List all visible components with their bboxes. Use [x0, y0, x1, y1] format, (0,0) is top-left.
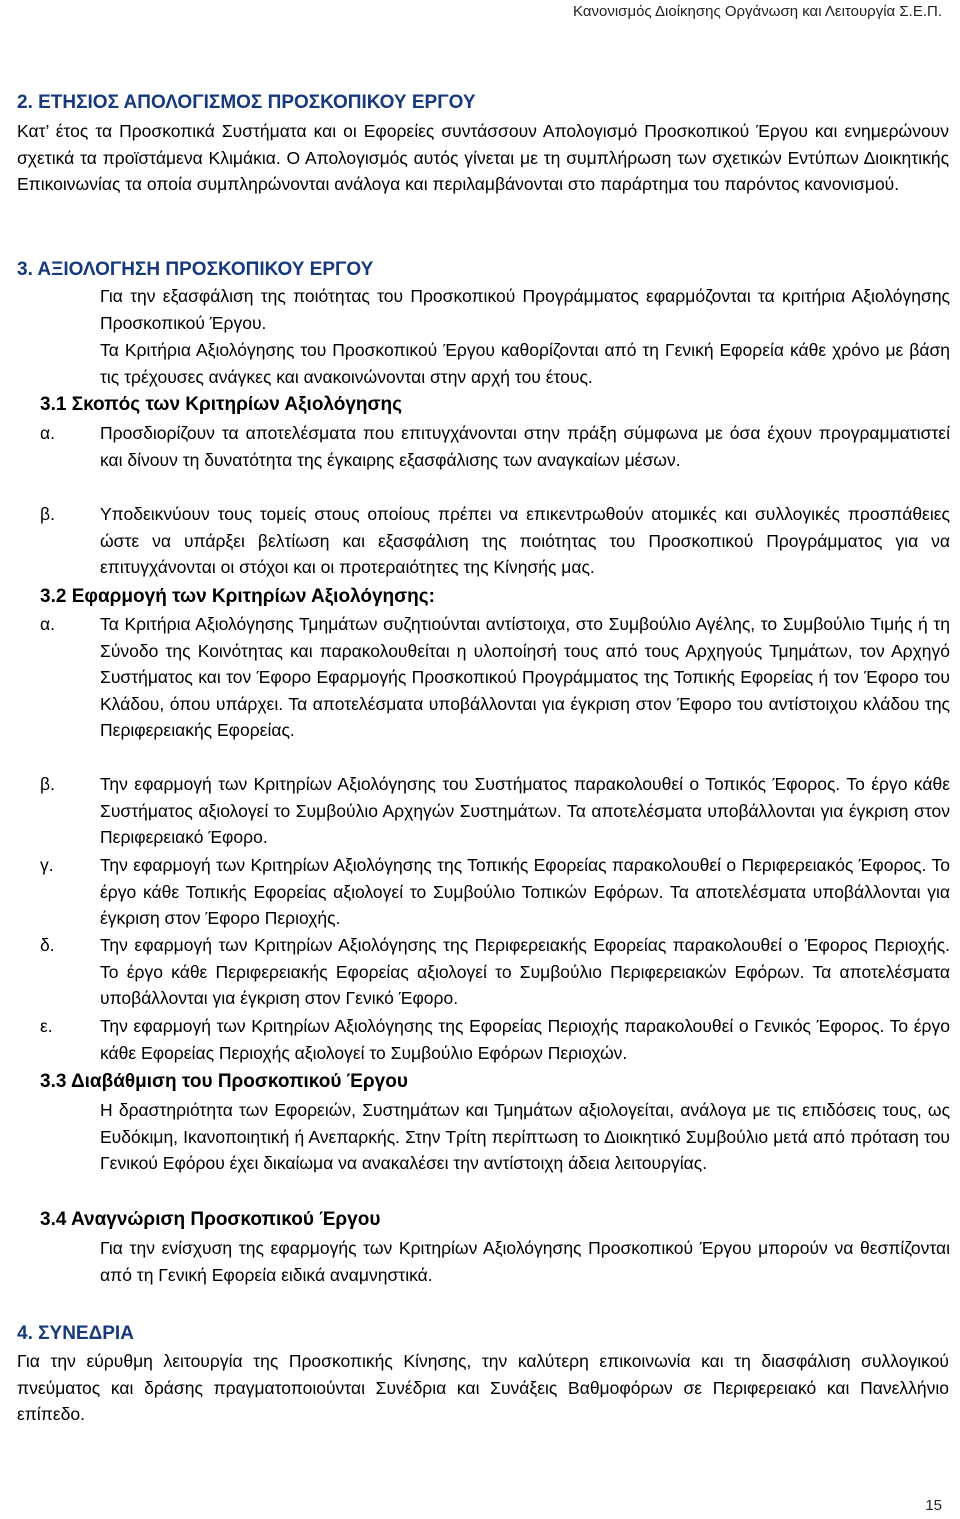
list-marker: δ. — [40, 935, 55, 955]
list-item-text: Την εφαρμογή των Κριτηρίων Αξιολόγησης του Συστήματος παρακολουθεί ο Τοπικός Έφορος. Το έργο κάθε Συστήματος αξιολογεί το Συμβούλιο Αρχηγών Συστημάτων. Τα αποτελέσματα υποβάλλονται για έγκριση στον Περιφερειακό Έφορο. — [100, 774, 950, 848]
list-item-text: Υποδεικνύουν τους τομείς στους οποίους πρέπει να επικεντρωθούν ατομικές και συλλογικές προσπάθειες ώστε να υπάρξει βελτίωση και εξασφάλιση της ποιότητας του Προσκοπικού Προγράμματος για να επιτυγχάνονται οι στόχοι και οι προτεραιότητες της Κίνησής μας. — [100, 504, 950, 578]
running-header: Κανονισμός Διοίκησης Οργάνωση και Λειτουργία Σ.Ε.Π. — [573, 3, 942, 20]
subsection-3-2-title: 3.2 Εφαρμογή των Κριτηρίων Αξιολόγησης: — [40, 586, 435, 607]
section-3-paragraph-2: Τα Κριτήρια Αξιολόγησης του Προσκοπικού Έργου καθορίζονται από τη Γενική Εφορεία κάθε χρόνο με βάση τις τρέχουσες ανάγκες και ανακοινώνονται στην αρχή του έτους. — [100, 340, 950, 387]
list-item-text: Την εφαρμογή των Κριτηρίων Αξιολόγησης της Τοπικής Εφορείας παρακολουθεί ο Περιφερειακός Έφορος. Το έργο κάθε Τοπικής Εφορείας αξιολογεί το Συμβούλιο Τοπικών Εφόρων. Τα αποτελέσματα υποβάλλονται για έγκριση στον Έφορο Περιοχής. — [100, 855, 950, 929]
subsection-3-1-title: 3.1 Σκοπός των Κριτηρίων Αξιολόγησης — [40, 394, 403, 415]
list-item-text: Προσδιορίζουν τα αποτελέσματα που επιτυγχάνονται στην πράξη σύμφωνα με όσα έχουν προγραμματιστεί και δίνουν τη δυνατότητα της έγκαιρης εξασφάλισης των αναγκαίων μέσων. — [100, 423, 950, 470]
section-4-text: Για την εύρυθμη λειτουργία της Προσκοπικής Κίνησης, την καλύτερη επικοινωνία και τη διασφάλιση συλλογικού πνεύματος και δράσης πραγματοποιούνται Συνέδρια και Συνάξεις Βαθμοφόρων σε Περιφερειακό και Πανελλήνιο επίπεδο. — [17, 1351, 949, 1425]
section-4-title: 4. ΣΥΝΕΔΡΙΑ — [17, 1323, 134, 1344]
list-item-text: Την εφαρμογή των Κριτηρίων Αξιολόγησης της Εφορείας Περιοχής παρακολουθεί ο Γενικός Έφορος. Το έργο κάθε Εφορείας Περιοχής αξιολογεί το Συμβούλιο Εφόρων Περιοχών. — [100, 1016, 950, 1063]
list-marker: γ. — [40, 855, 54, 875]
subsection-3-4-text: Για την ενίσχυση της εφαρμογής των Κριτηρίων Αξιολόγησης Προσκοπικού Έργου μπορούν να θεσπίζονται από τη Γενική Εφορεία ειδικά αναμνηστικά. — [100, 1238, 950, 1285]
subsection-3-4-title: 3.4 Αναγνώριση Προσκοπικού Έργου — [40, 1209, 381, 1230]
subsection-3-3-title: 3.3 Διαβάθμιση του Προσκοπικού Έργου — [40, 1071, 408, 1092]
page-number: 15 — [925, 1497, 942, 1514]
section-2-title: 2. ΕΤΗΣΙΟΣ ΑΠΟΛΟΓΙΣΜΟΣ ΠΡΟΣΚΟΠΙΚΟΥ ΕΡΓΟΥ — [17, 92, 476, 113]
section-3-title: 3. ΑΞΙΟΛΟΓΗΣΗ ΠΡΟΣΚΟΠΙΚΟΥ ΕΡΓΟΥ — [17, 259, 374, 280]
list-marker: α. — [40, 614, 55, 634]
list-marker: β. — [40, 504, 55, 524]
section-2-text: Κατ’ έτος τα Προσκοπικά Συστήματα και οι Εφορείες συντάσσουν Απολογισμό Προσκοπικού Έργου και ενημερώνουν σχετικά τα προϊστάμενα Κλιμάκια. Ο Απολογισμός αυτός γίνεται με τη συμπλήρωση των σχετικών Εντύπων Διοικητικής Επικοινωνίας τα οποία συμπληρώνονται ανάλογα και περιλαμβάνονται στο παράρτημα του παρόντος κανονισμού. — [17, 121, 949, 195]
section-3-paragraph-1: Για την εξασφάλιση της ποιότητας του Προσκοπικού Προγράμματος εφαρμόζονται τα κριτήρια Αξιολόγησης Προσκοπικού Έργου. — [100, 286, 950, 333]
list-item-text: Την εφαρμογή των Κριτηρίων Αξιολόγησης της Περιφερειακής Εφορείας παρακολουθεί ο Έφορος Περιοχής. Το έργο κάθε Περιφερειακής Εφορείας αξιολογεί το Συμβούλιο Περιφερειακών Εφόρων. Τα αποτελέσματα υποβάλλονται για έγκριση στον Γενικό Έφορο. — [100, 935, 950, 1009]
list-marker: ε. — [40, 1016, 53, 1036]
list-marker: β. — [40, 774, 55, 794]
list-item-text: Τα Κριτήρια Αξιολόγησης Τμημάτων συζητιούνται αντίστοιχα, στο Συμβούλιο Αγέλης, το Συμβούλιο Τιμής ή τη Σύνοδο της Κοινότητας και παρακολουθείται η υλοποίησή τους από τους Αρχηγούς Τμημάτων, τον Αρχηγό Συστήματος και τον Έφορο Εφαρμογής Προσκοπικού Προγράμματος της Τοπικής Εφορείας ή τον Έφορο του Κλάδου, όπου υπάρχει. Τα αποτελέσματα υποβάλλονται για έγκριση στον Έφορο του αντίστοιχου κλάδου της Περιφερειακής Εφορείας. — [100, 614, 950, 741]
subsection-3-3-text: Η δραστηριότητα των Εφορειών, Συστημάτων και Τμημάτων αξιολογείται, ανάλογα με τις επιδόσεις τους, ως Ευδόκιμη, Ικανοποιητική ή Ανεπαρκής. Στην Τρίτη περίπτωση το Διοικητικό Συμβούλιο μετά από πρόταση του Γενικού Εφόρου έχει δικαίωμα να ανακαλέσει την αντίστοιχη άδεια λειτουργίας. — [100, 1100, 950, 1174]
list-marker: α. — [40, 423, 55, 443]
